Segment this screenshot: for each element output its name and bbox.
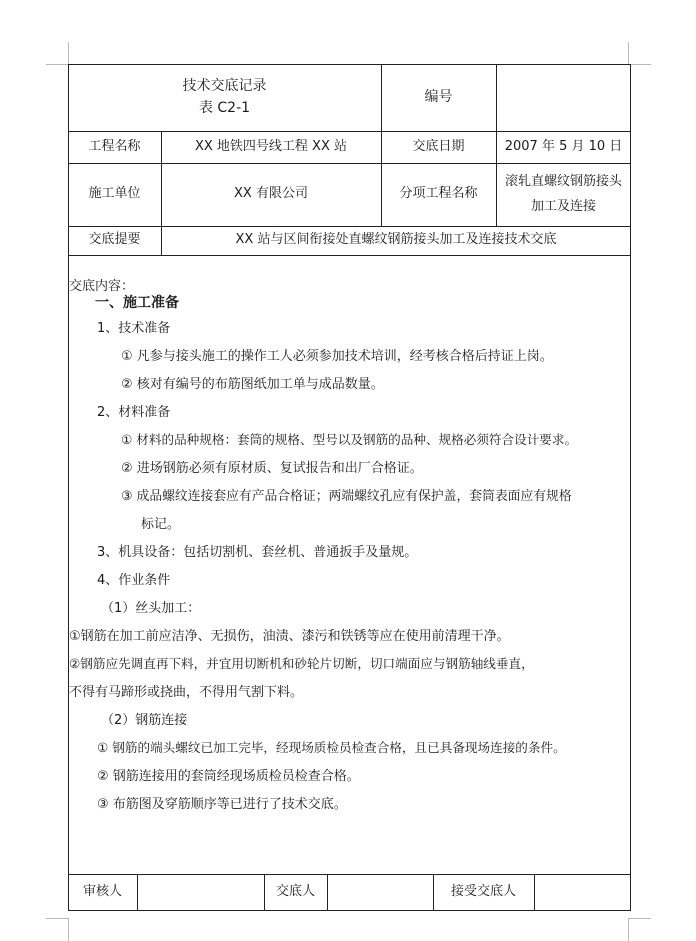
sub-subsection-heading: （1）丝头加工： [101,601,201,616]
project-name-value: XX 地铁四号线工程 XX 站 [194,138,348,154]
content-item: ② 进场钢筋必须有原材质、复试报告和出厂合格证。 [121,461,423,476]
form-title: 技术交底记录 [182,77,267,94]
subproject-name-line: 滚轧直螺纹钢筋接头 [504,173,622,189]
content-item: ② 核对有编号的布筋图纸加工单与成品数量。 [121,377,384,392]
subsection-heading: 2、材料准备 [97,405,171,420]
receiver-label: 接受交底人 [450,884,516,900]
content-item: ③ 布筋图及穿筋顺序等已进行了技术交底。 [97,797,347,812]
disclosure-date-label: 交底日期 [412,138,465,154]
content-item-continuation: 标记。 [141,517,181,532]
reviewer-signature-field[interactable] [137,874,264,911]
content-item: ① 材料的品种规格：套筒的规格、型号以及钢筋的品种、规格必须符合设计要求。 [121,432,578,447]
summary-label: 交底提要 [88,232,141,248]
form-title-block [68,64,381,131]
page-corner-mark-bottom-right [628,918,651,941]
subsection-heading: 1、技术准备 [97,321,171,336]
construction-unit-label: 施工单位 [88,186,141,202]
content-item-continuation: 不得有马蹄形或挠曲，不得用气割下料。 [69,685,304,700]
page-corner-mark-top-right [628,42,651,65]
construction-unit-value: XX 有限公司 [234,186,308,202]
receiver-signature-field[interactable] [534,874,631,911]
summary-value: XX 站与区间衔接处直螺纹钢筋接头加工及连接技术交底 [235,232,557,248]
subproject-name-line: 加工及连接 [530,198,596,214]
number-value[interactable] [496,64,631,131]
content-item: ① 凡参与接头施工的操作工人必须参加技术培训，经考核合格后持证上岗。 [121,349,553,364]
sub-subsection-heading: （2）钢筋连接 [101,713,188,728]
discloser-signature-field[interactable] [327,874,433,911]
content-item: ①钢筋在加工前应洁净、无损伤，油渍、漆污和铁锈等应在使用前清理干净。 [69,629,510,644]
subsection-heading: 3、机具设备：包括切割机、套丝机、普通扳手及量规。 [97,545,418,560]
content-item: ③ 成品螺纹连接套应有产品合格证；两端螺纹孔应有保护盖，套筒表面应有规格 [121,489,572,504]
content-item: ② 钢筋连接用的套筒经现场质检员检查合格。 [97,769,360,784]
content-item: ① 钢筋的端头螺纹已加工完毕，经现场质检员检查合格，且已具备现场连接的条件。 [97,740,566,755]
content-item: ②钢筋应先调直再下料，并宜用切断机和砂轮片切断，切口端面应与钢筋轴线垂直， [69,656,534,671]
page-corner-mark-bottom-left [46,918,69,941]
subsection-heading: 4、作业条件 [97,573,171,588]
grid-line [68,255,631,256]
project-name-label: 工程名称 [88,138,141,154]
form-number: 表 C2-1 [198,99,251,116]
section-heading: 一、施工准备 [95,295,179,311]
discloser-label: 交底人 [275,884,315,900]
subproject-name-value [496,163,631,226]
page-corner-mark-top-left [46,42,69,65]
subproject-name-label: 分项工程名称 [399,186,478,202]
reviewer-label: 审核人 [82,884,122,900]
number-label: 编号 [424,88,453,105]
disclosure-date-value: 2007 年 5 月 10 日 [504,138,623,154]
content-intro: 交底内容： [69,279,135,294]
